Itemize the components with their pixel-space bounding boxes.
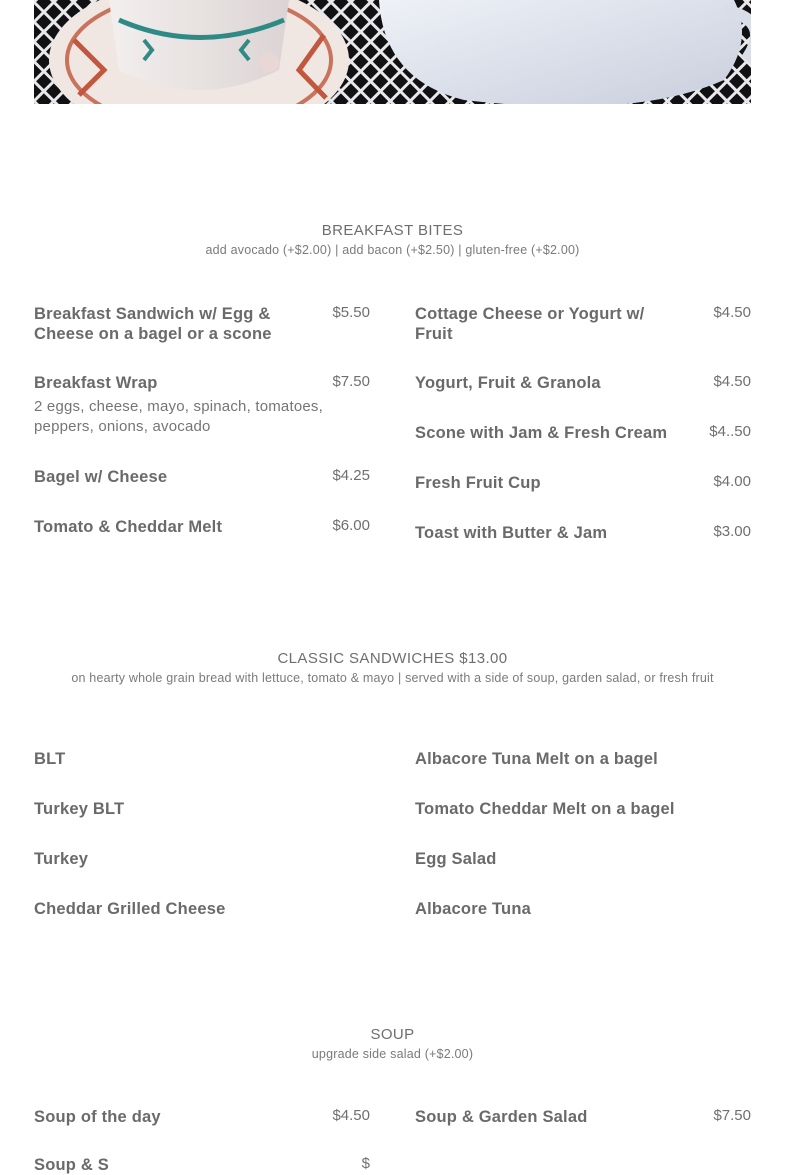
menu-item [34,1155,370,1175]
menu-item [34,467,370,487]
item-name: Breakfast Sandwich w/ Egg & Cheese on a bagel or a scone [34,305,272,343]
item-name: Turkey BLT [34,800,125,818]
item-price: $6.00 [332,517,370,534]
sandwiches-header [34,650,751,687]
breakfast-header [34,222,751,259]
item-name: Albacore Tuna [415,900,531,918]
item-name: Tomato & Cheddar Melt [34,518,223,536]
menu-item [34,899,370,919]
item-price: $3.00 [713,523,751,540]
menu-item [415,423,751,443]
menu-item [415,473,751,493]
breakfast-title: BREAKFAST BITES [321,222,464,239]
item-price: $4.00 [713,473,751,490]
menu-item [34,517,370,537]
menu-item [415,1107,751,1127]
menu-item [34,799,370,819]
menu-item [415,899,751,919]
item-price: $7.50 [332,373,370,390]
item-name: Bagel w/ Cheese [34,468,168,486]
item-price: $4..50 [709,423,751,440]
soup-note: upgrade side salad (+$2.00) [311,1047,474,1061]
item-name: Yogurt, Fruit & Granola [415,374,601,392]
item-name: Cheddar Grilled Cheese [34,900,226,918]
menu-item [415,373,751,393]
item-price: $ [361,1155,370,1172]
menu-item [415,799,751,819]
item-name: Turkey [34,850,89,868]
item-name: Soup of the day [34,1108,161,1126]
sandwiches-title: CLASSIC SANDWICHES $13.00 [277,650,508,667]
item-name: Breakfast Wrap [34,374,158,392]
menu-item [415,849,751,869]
breakfast-note: add avocado (+$2.00) | add bacon (+$2.50) | gluten-free (+$2.00) [205,243,580,257]
tea-cup-and-teapot-photo [34,0,751,104]
item-description: 2 eggs, cheese, mayo, spinach, tomatoes, peppers, onions, avocado [34,398,323,435]
item-price: $4.25 [332,467,370,484]
soup-title: SOUP [370,1026,415,1043]
menu-item [34,373,370,437]
item-name: Scone with Jam & Fresh Cream [415,424,668,442]
item-price: $7.50 [713,1107,751,1124]
menu-item [34,1107,370,1127]
menu-item [34,849,370,869]
menu-item [415,523,751,543]
item-name: BLT [34,750,66,768]
item-name: Egg Salad [415,850,497,868]
item-name: Tomato Cheddar Melt on a bagel [415,800,675,818]
item-name: Soup & Garden Salad [415,1108,588,1126]
item-name: Albacore Tuna Melt on a bagel [415,750,658,768]
menu-item [415,749,751,769]
menu-item [34,749,370,769]
item-name: Toast with Butter & Jam [415,524,608,542]
menu-item [34,304,370,344]
menu-item [415,304,751,344]
item-price: $5.50 [332,304,370,321]
hero-photo [34,0,751,104]
soup-header [34,1026,751,1063]
item-price: $4.50 [713,373,751,390]
item-price: $4.50 [713,304,751,321]
sandwiches-note: on hearty whole grain bread with lettuce, tomato & mayo | served with a side of soup, garden salad, or fresh fruit [71,671,714,685]
item-name: Fresh Fruit Cup [415,474,541,492]
item-name: Cottage Cheese or Yogurt w/ Fruit [415,305,645,343]
item-name: Soup & S [34,1156,109,1174]
item-price: $4.50 [332,1107,370,1124]
